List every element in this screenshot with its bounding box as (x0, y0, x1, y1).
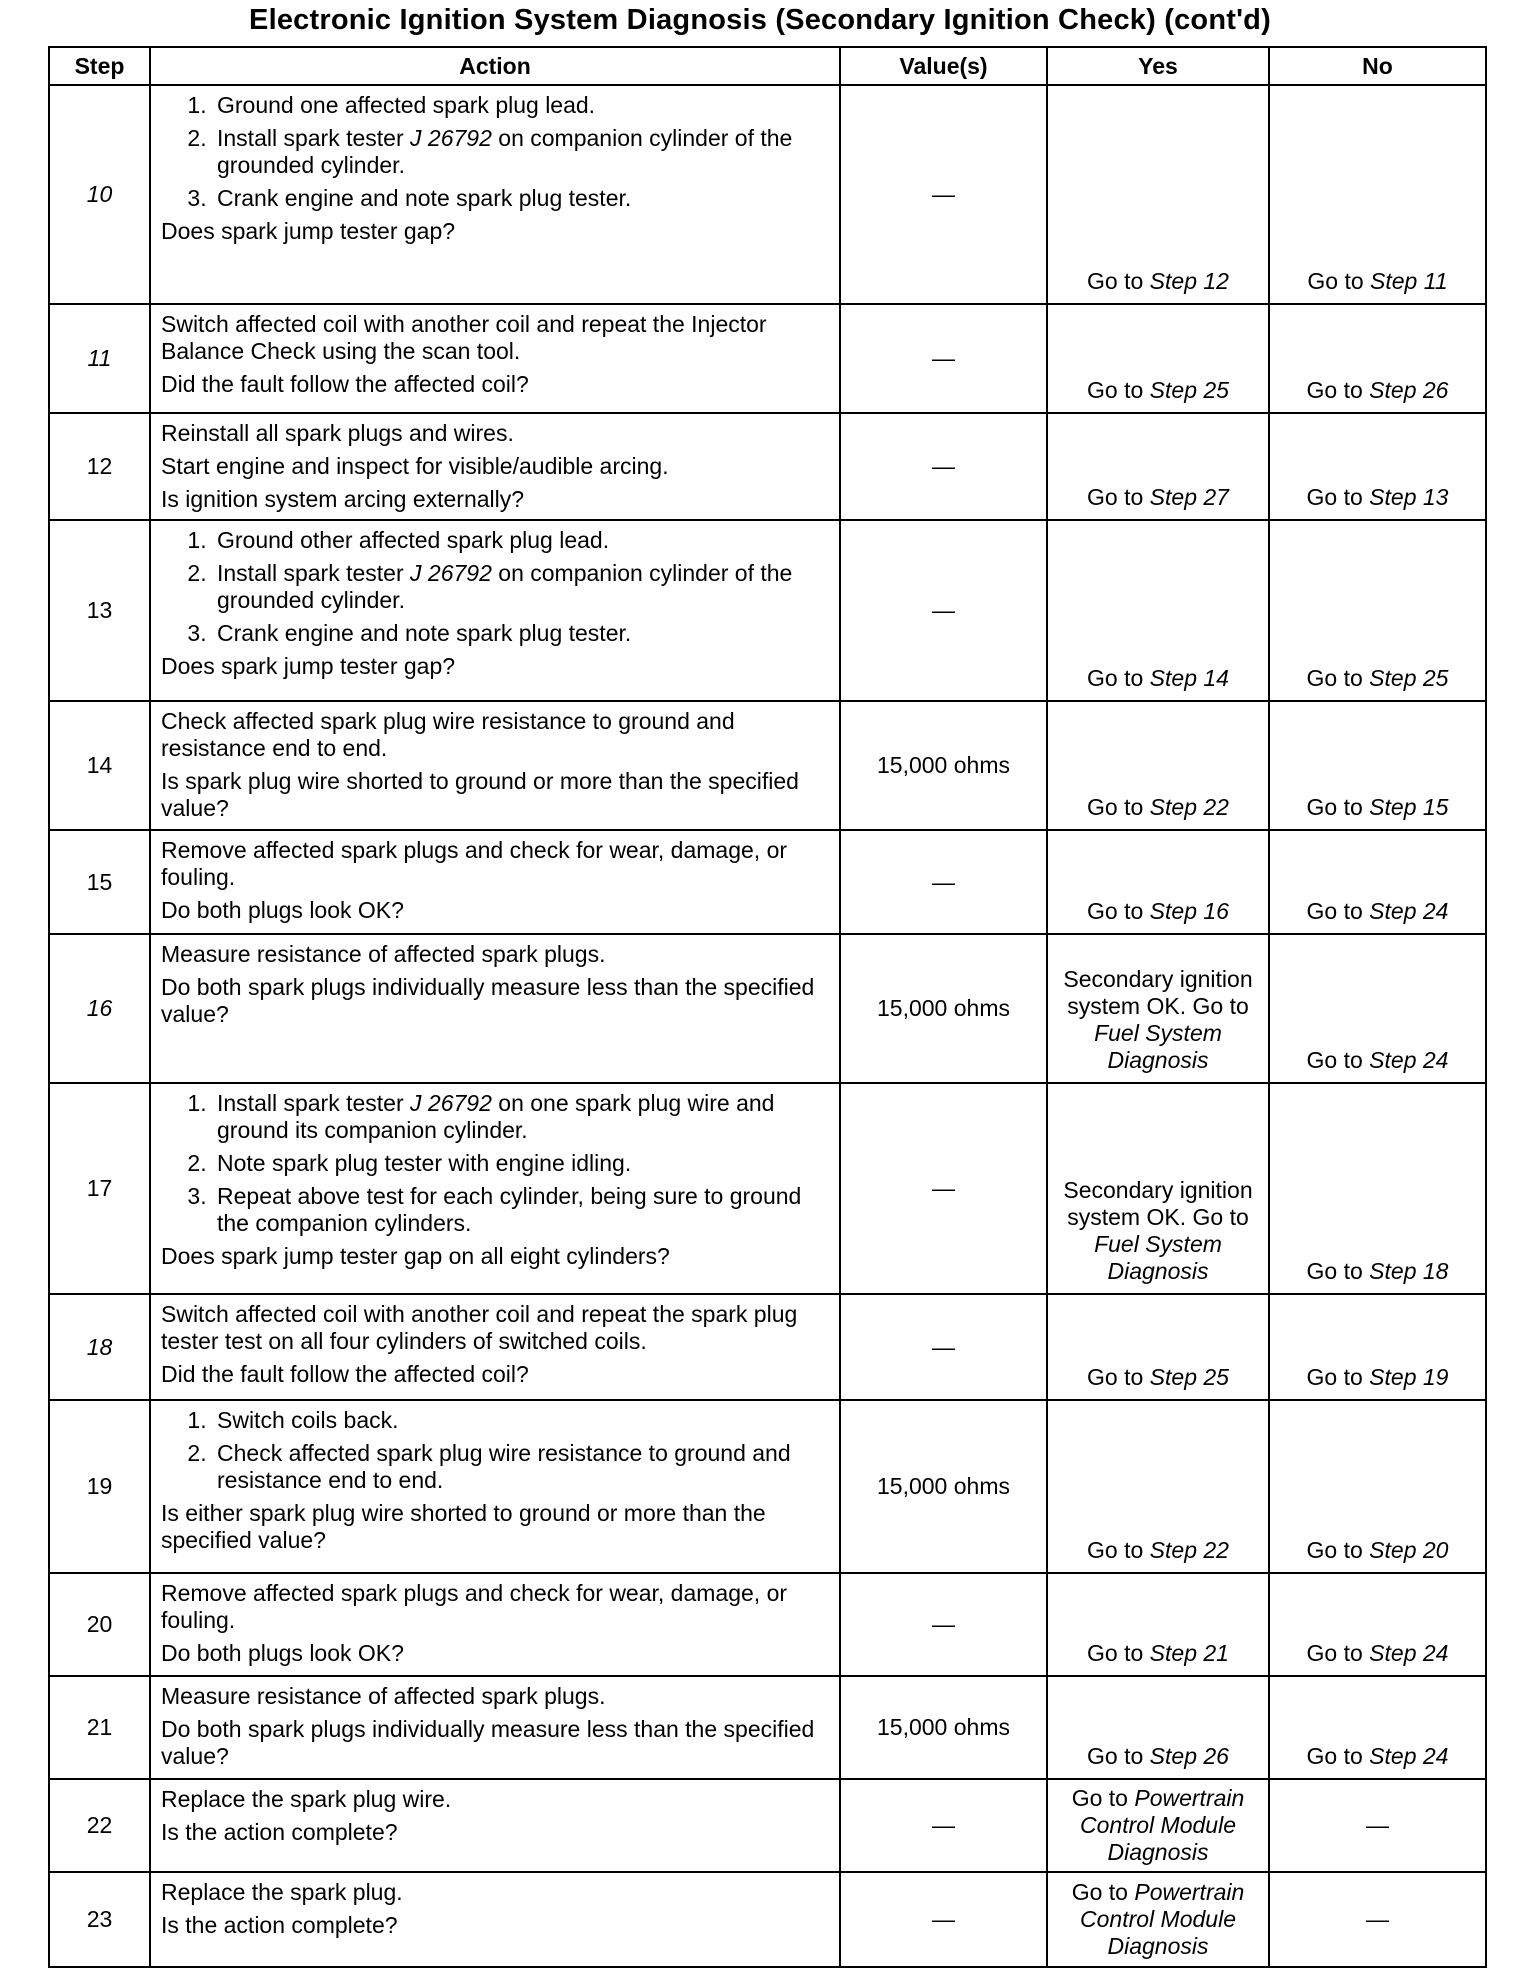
action-question: Does spark jump tester gap? (161, 217, 456, 244)
step-link[interactable]: Step 13 (1369, 484, 1449, 511)
yes-cell: Go to Powertrain Control Module Diagnosis (1047, 1779, 1269, 1872)
yes-cell: Go to Step 22 (1047, 701, 1269, 830)
action-cell (150, 1872, 840, 1967)
action-cell (150, 1573, 840, 1676)
value-cell: — (840, 1294, 1047, 1400)
yes-cell: Go to Step 22 (1047, 1400, 1269, 1573)
action-question: Do both spark plugs individually measure less than the specified value? (161, 973, 815, 1027)
table-row (49, 1294, 1486, 1400)
yes-cell: Go to Step 16 (1047, 830, 1269, 934)
action-text: Start engine and inspect for visible/audible arcing. (161, 452, 669, 479)
action-text: Measure resistance of affected spark plugs. (161, 941, 606, 967)
yes-cell: Go to Step 14 (1047, 520, 1269, 701)
step-link[interactable]: Step 25 (1369, 665, 1449, 692)
tool-reference: J 26792 (410, 1090, 492, 1116)
table-row (49, 304, 1486, 413)
step-link[interactable]: Step 24 (1369, 1743, 1449, 1770)
no-cell: Go to Step 15 (1269, 701, 1486, 830)
procedure-link[interactable]: Fuel System Diagnosis (1094, 1231, 1222, 1285)
no-cell: Go to Step 24 (1269, 1676, 1486, 1779)
no-cell: Go to Step 19 (1269, 1294, 1486, 1400)
table-row (49, 1573, 1486, 1676)
step-number: 16 (49, 934, 150, 1083)
action-question: Is either spark plug wire shorted to ground or more than the specified value? (161, 1499, 766, 1553)
action-text: Remove affected spark plugs and check for wear, damage, or fouling. (161, 1580, 788, 1633)
action-question: Does spark jump tester gap? (161, 652, 456, 679)
action-question: Did the fault follow the affected coil? (161, 370, 529, 397)
step-number: 14 (49, 701, 150, 830)
table-row (49, 830, 1486, 934)
list-item: 1. Switch coils back. (213, 1407, 831, 1434)
table-row (49, 934, 1486, 1083)
yes-cell: Go to Step 27 (1047, 413, 1269, 520)
action-cell (150, 1676, 840, 1779)
action-cell (150, 934, 840, 1083)
action-text: Replace the spark plug. (161, 1879, 403, 1905)
list-item: 1. Ground other affected spark plug lead. (213, 527, 831, 554)
step-number: 13 (49, 520, 150, 701)
action-text: Remove affected spark plugs and check for wear, damage, or fouling. (161, 837, 788, 890)
action-text: Reinstall all spark plugs and wires. (161, 420, 514, 446)
list-item: 3. Repeat above test for each cylinder, being sure to ground the companion cylinders. (213, 1183, 831, 1237)
step-link[interactable]: Step 26 (1149, 1743, 1229, 1770)
step-link[interactable]: Step 18 (1369, 1258, 1449, 1285)
step-number: 12 (49, 413, 150, 520)
value-cell: 15,000 ohms (840, 1400, 1047, 1573)
tool-reference: J 26792 (410, 124, 492, 151)
value-cell: — (840, 1083, 1047, 1294)
step-link[interactable]: Step 25 (1149, 377, 1229, 404)
step-link[interactable]: Step 22 (1149, 1537, 1229, 1564)
step-link[interactable]: Step 24 (1369, 1640, 1449, 1667)
action-question: Is spark plug wire shorted to ground or more than the specified value? (161, 767, 799, 821)
no-cell: Go to Step 24 (1269, 1573, 1486, 1676)
value-cell: — (840, 1872, 1047, 1967)
step-number: 11 (49, 304, 150, 413)
yes-cell: Go to Step 26 (1047, 1676, 1269, 1779)
list-item: 3. Crank engine and note spark plug tester. (213, 185, 831, 212)
action-text: Check affected spark plug wire resistance to ground and resistance end to end. (161, 708, 735, 761)
procedure-link[interactable]: Powertrain Control Module Diagnosis (1080, 1785, 1245, 1865)
step-number: 22 (49, 1779, 150, 1872)
yes-cell: Go to Step 25 (1047, 1294, 1269, 1400)
step-link[interactable]: Step 15 (1369, 794, 1449, 821)
step-link[interactable]: Step 25 (1149, 1364, 1229, 1391)
action-question: Is the action complete? (161, 1818, 398, 1845)
table-row (49, 413, 1486, 520)
action-question: Did the fault follow the affected coil? (161, 1360, 529, 1387)
table-row (49, 1872, 1486, 1967)
value-cell: — (840, 1779, 1047, 1872)
step-number: 21 (49, 1676, 150, 1779)
step-link[interactable]: Step 12 (1149, 268, 1229, 295)
action-question: Do both spark plugs individually measure less than the specified value? (161, 1715, 815, 1769)
action-cell (150, 701, 840, 830)
no-cell: Go to Step 11 (1269, 85, 1486, 304)
no-cell: — (1269, 1872, 1486, 1967)
no-cell: Go to Step 24 (1269, 830, 1486, 934)
header-step: Step (49, 47, 150, 85)
header-value: Value(s) (840, 47, 1047, 85)
no-cell: Go to Step 25 (1269, 520, 1486, 701)
step-link[interactable]: Step 21 (1149, 1640, 1229, 1667)
no-cell: Go to Step 24 (1269, 934, 1486, 1083)
action-question: Do both plugs look OK? (161, 1639, 404, 1666)
yes-cell: Secondary ignition system OK. Go to Fuel System Diagnosis (1047, 934, 1269, 1083)
list-item: 2. Note spark plug tester with engine idling. (213, 1150, 831, 1177)
table-row (49, 1676, 1486, 1779)
no-cell: Go to Step 20 (1269, 1400, 1486, 1573)
table-row (49, 1400, 1486, 1573)
value-cell: 15,000 ohms (840, 1676, 1047, 1779)
action-cell (150, 1779, 840, 1872)
list-item: 1. Install spark tester J 26792 on one spark plug wire and ground its companion cylinder. (213, 1090, 831, 1144)
no-cell: Go to Step 26 (1269, 304, 1486, 413)
action-cell (150, 304, 840, 413)
list-item: 2. Install spark tester J 26792 on companion cylinder of the grounded cylinder. (213, 125, 831, 179)
yes-cell: Go to Step 21 (1047, 1573, 1269, 1676)
table-row (49, 85, 1486, 304)
value-cell: — (840, 413, 1047, 520)
action-cell (150, 85, 840, 304)
step-link[interactable]: Step 26 (1369, 377, 1449, 404)
value-cell: 15,000 ohms (840, 934, 1047, 1083)
action-text: Switch affected coil with another coil and repeat the spark plug tester test on all four cylinders of switched coils. (161, 1301, 798, 1354)
tool-reference: J 26792 (410, 559, 492, 586)
no-cell: — (1269, 1779, 1486, 1872)
list-item: 1. Ground one affected spark plug lead. (213, 92, 831, 119)
no-cell: Go to Step 18 (1269, 1083, 1486, 1294)
action-text: Measure resistance of affected spark plugs. (161, 1683, 606, 1709)
action-question: Does spark jump tester gap on all eight cylinders? (161, 1242, 670, 1269)
value-cell: — (840, 830, 1047, 934)
action-cell (150, 413, 840, 520)
header-action: Action (150, 47, 840, 85)
table-row (49, 1083, 1486, 1294)
action-text: Replace the spark plug wire. (161, 1786, 452, 1812)
action-cell (150, 520, 840, 701)
header-yes: Yes (1047, 47, 1269, 85)
yes-cell: Go to Powertrain Control Module Diagnosis (1047, 1872, 1269, 1967)
value-cell: 15,000 ohms (840, 701, 1047, 830)
table-row (49, 1779, 1486, 1872)
header-no: No (1269, 47, 1486, 85)
step-link[interactable]: Step 14 (1149, 665, 1229, 692)
step-link[interactable]: Step 27 (1149, 484, 1229, 511)
action-cell (150, 1294, 840, 1400)
value-cell: — (840, 1573, 1047, 1676)
step-link[interactable]: Step 20 (1369, 1537, 1449, 1564)
action-list (161, 1407, 831, 1494)
step-number: 10 (49, 85, 150, 304)
action-list (161, 1090, 831, 1237)
no-cell: Go to Step 13 (1269, 413, 1486, 520)
value-cell: — (840, 304, 1047, 413)
action-question: Is ignition system arcing externally? (161, 485, 525, 512)
list-item: 2. Check affected spark plug wire resistance to ground and resistance end to end. (213, 1440, 831, 1494)
step-link[interactable]: Step 16 (1149, 898, 1229, 925)
list-item: 3. Crank engine and note spark plug tester. (213, 620, 831, 647)
step-number: 18 (49, 1294, 150, 1400)
step-number: 15 (49, 830, 150, 934)
table-row (49, 520, 1486, 701)
step-link[interactable]: Step 11 (1370, 268, 1448, 295)
yes-cell: Go to Step 25 (1047, 304, 1269, 413)
yes-cell: Secondary ignition system OK. Go to Fuel System Diagnosis (1047, 1083, 1269, 1294)
action-cell (150, 1083, 840, 1294)
action-text: Switch affected coil with another coil and repeat the Injector Balance Check using the scan tool. (161, 311, 767, 364)
step-link[interactable]: Step 22 (1149, 794, 1229, 821)
step-number: 20 (49, 1573, 150, 1676)
step-number: 17 (49, 1083, 150, 1294)
value-cell: — (840, 85, 1047, 304)
action-list (161, 527, 831, 647)
header-row (49, 47, 1486, 85)
yes-cell: Go to Step 12 (1047, 85, 1269, 304)
step-link[interactable]: Step 24 (1369, 1047, 1449, 1074)
action-list (161, 92, 831, 212)
action-cell (150, 830, 840, 934)
action-question: Do both plugs look OK? (161, 896, 404, 923)
action-cell (150, 1400, 840, 1573)
value-cell: — (840, 520, 1047, 701)
diagnosis-table (48, 46, 1487, 1968)
procedure-link[interactable]: Fuel System Diagnosis (1094, 1020, 1222, 1074)
step-number: 23 (49, 1872, 150, 1967)
step-link[interactable]: Step 24 (1369, 898, 1449, 925)
procedure-link[interactable]: Powertrain Control Module Diagnosis (1080, 1879, 1245, 1959)
step-link[interactable]: Step 19 (1369, 1364, 1449, 1391)
list-item: 2. Install spark tester J 26792 on companion cylinder of the grounded cylinder. (213, 560, 831, 614)
step-number: 19 (49, 1400, 150, 1573)
table-row (49, 701, 1486, 830)
action-question: Is the action complete? (161, 1911, 398, 1938)
page-title: Electronic Ignition System Diagnosis (Secondary Ignition Check) (cont'd) (249, 4, 1271, 36)
